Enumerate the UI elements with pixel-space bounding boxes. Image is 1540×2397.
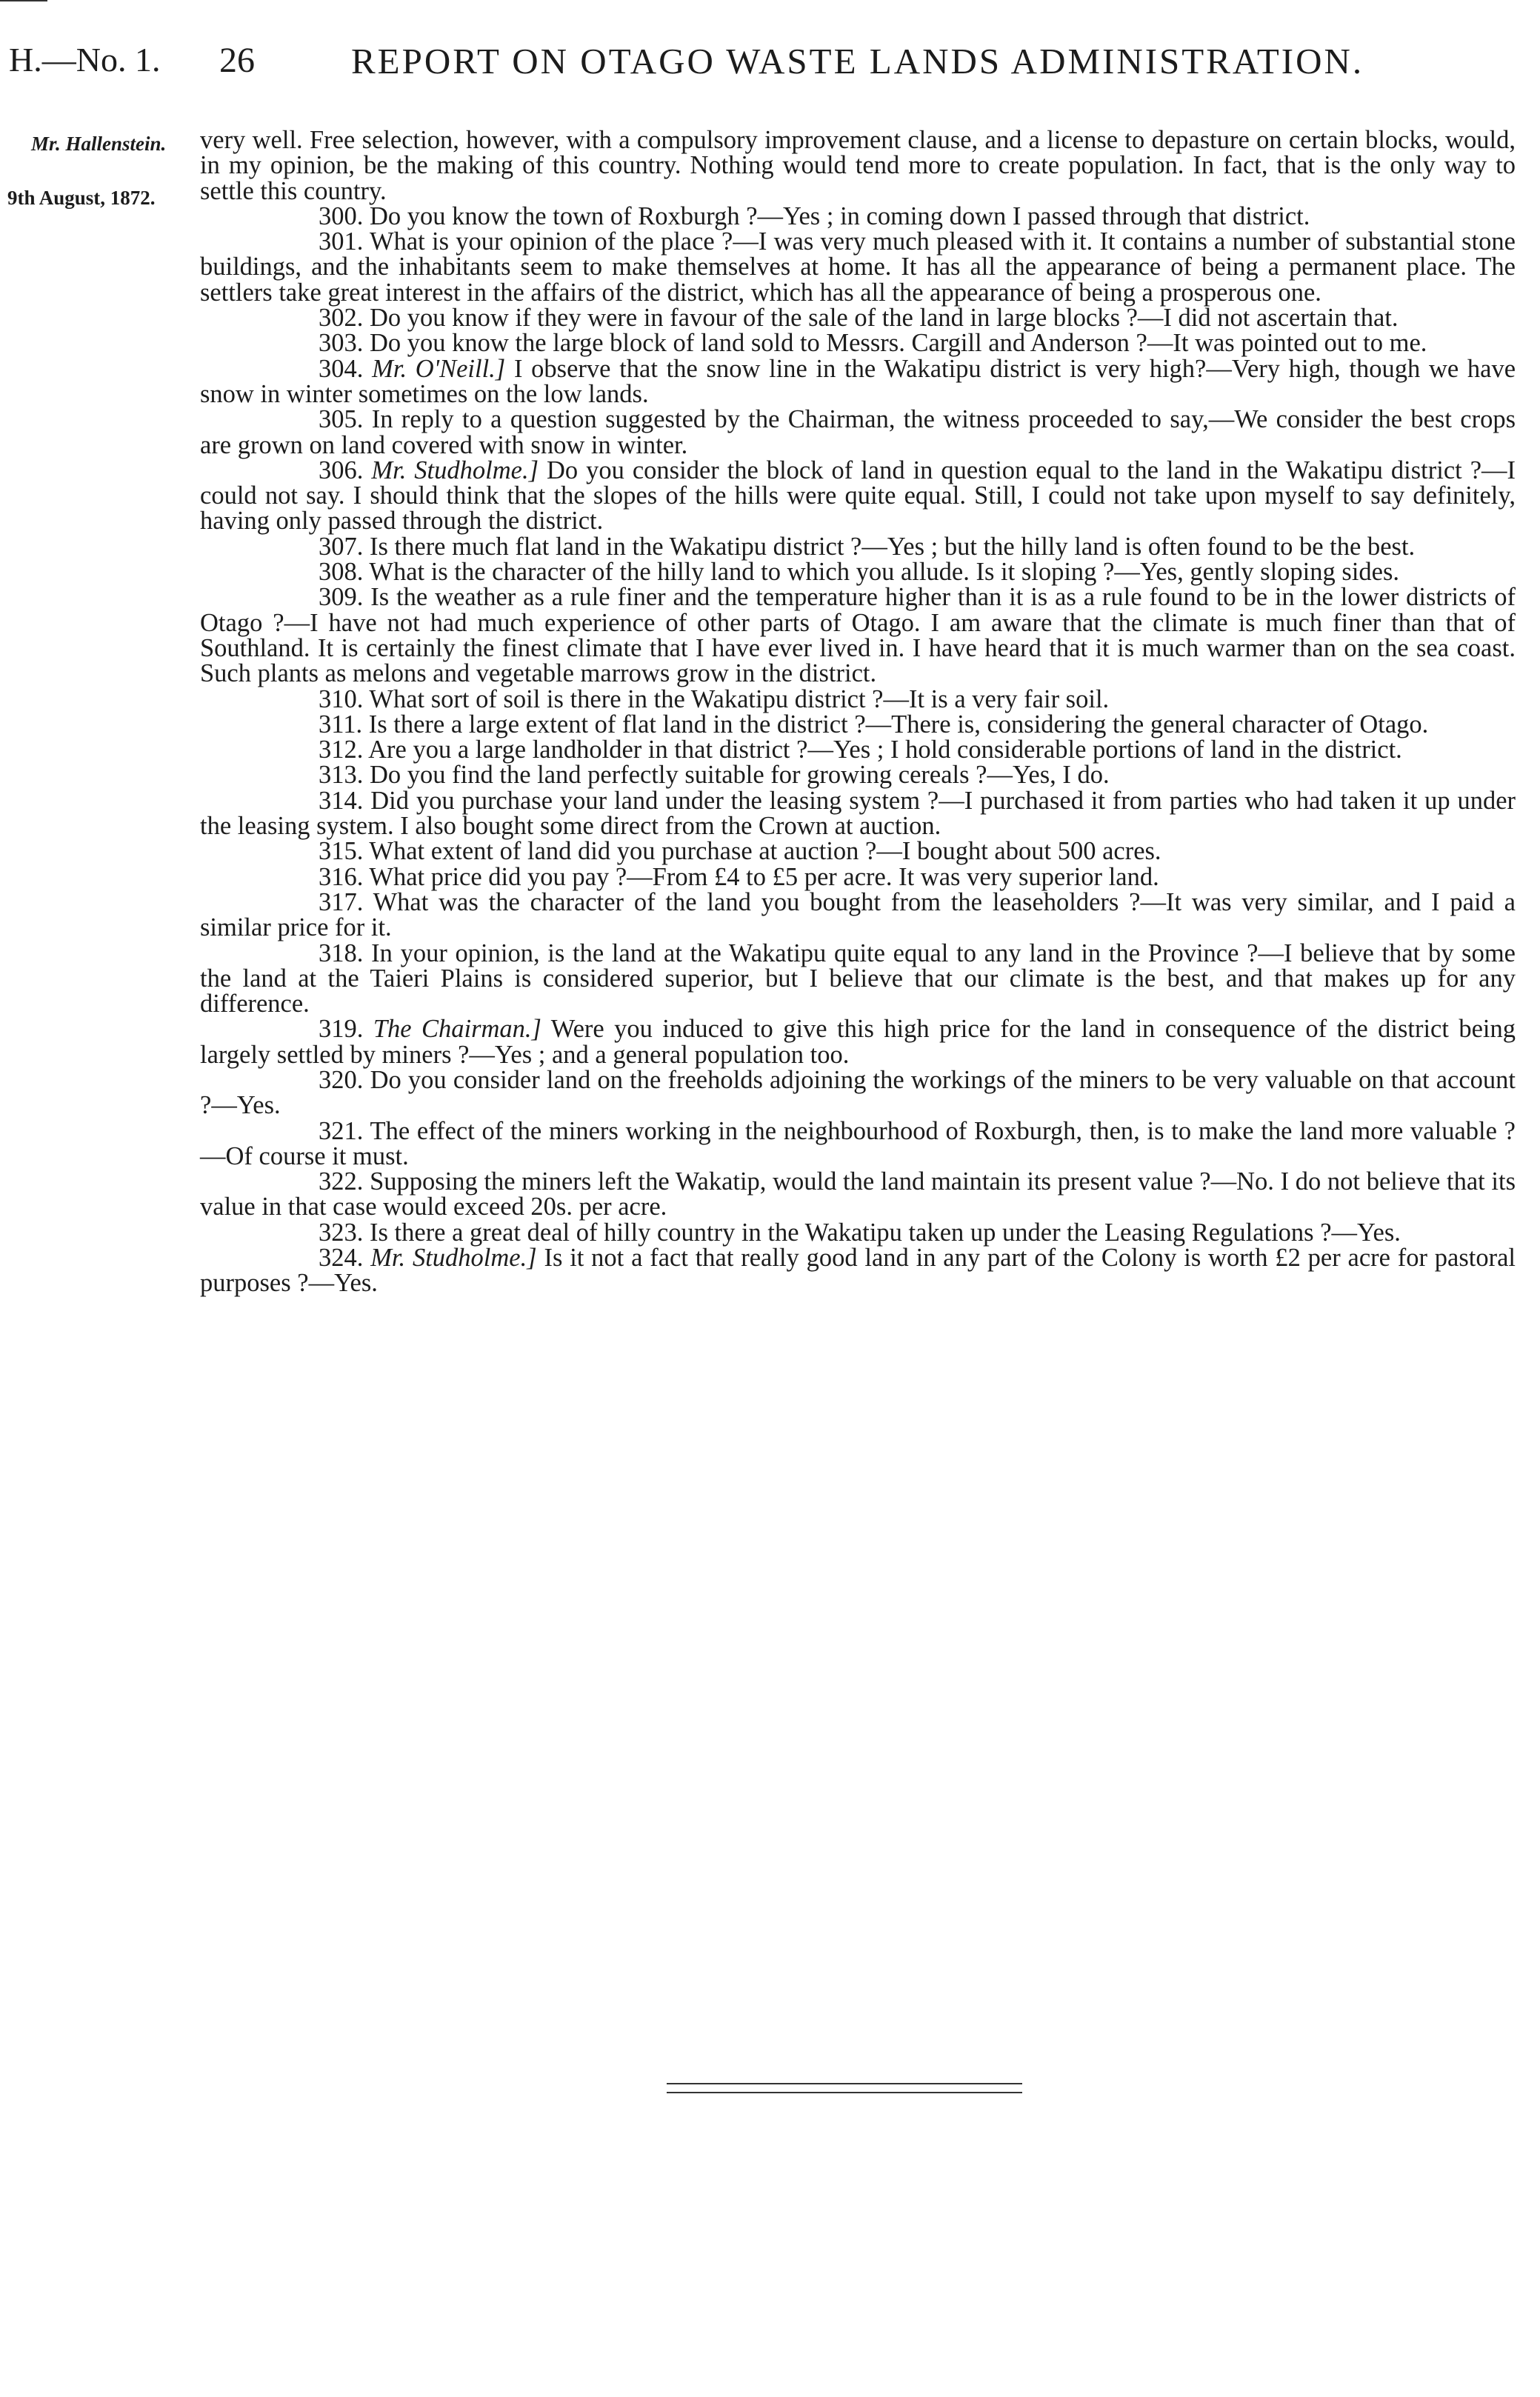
question-number: 320. (319, 1065, 364, 1094)
question-number: 312. (319, 736, 364, 764)
question-number: 317. (319, 887, 364, 916)
question-paragraph (200, 584, 1516, 686)
question-paragraph (200, 788, 1516, 839)
question-number: 311. (319, 710, 363, 739)
margin-dash (0, 0, 47, 1)
question-paragraph (200, 1116, 1516, 1170)
speaker-name: The Chairman.] (373, 1015, 541, 1044)
question-number: 316. (319, 862, 364, 891)
question-paragraph (200, 1220, 1516, 1245)
question-text: Do you consider the block of land in question equal to the land in the Wakatipu district ?—I could not say. I should think that the slopes of the hills were quite equal. Still, I could not take upon myself to say definitely, having only passed through the district. (200, 456, 1516, 536)
question-number: 321. (319, 1116, 364, 1145)
question-paragraph (200, 304, 1516, 333)
question-paragraph (200, 761, 1516, 790)
question-paragraph (200, 839, 1516, 864)
question-number: 307. (319, 532, 364, 561)
question-paragraph (200, 201, 1516, 230)
question-paragraph (200, 684, 1516, 713)
question-text: Are you a large landholder in that district ?—Yes ; I hold considerable portions of land in the district. (368, 736, 1402, 764)
question-list (200, 201, 1516, 1298)
question-number: 300. (319, 201, 364, 230)
question-paragraph (200, 941, 1516, 1017)
opening-paragraph: very well. Free selection, however, with a compulsory improvement clause, and a license to depasture on certain blocks, would, in my opinion, be the making of this country. Nothing would tend more to create population. In fact, that is the only way to settle this country. (200, 126, 1516, 205)
speaker-name: Mr. Studholme.] (370, 1244, 537, 1273)
question-number: 303. (319, 329, 364, 358)
question-paragraph (200, 229, 1516, 305)
question-number: 309. (319, 583, 364, 612)
question-paragraph (200, 534, 1516, 559)
question-number: 318. (319, 939, 364, 967)
question-text: Supposing the miners left the Wakatip, would the land maintain its present value ?—No. I do not believe that its value in that case would exceed 20s. per acre. (200, 1167, 1516, 1221)
question-number: 305. (319, 405, 364, 434)
question-number: 308. (319, 558, 364, 587)
question-number: 306. (319, 456, 364, 484)
question-text: Is there a large extent of flat land in the district ?—There is, considering the general character of Otago. (368, 710, 1429, 739)
question-text: Do you find the land perfectly suitable for growing cereals ?—Yes, I do. (370, 761, 1110, 790)
page-title: REPORT ON OTAGO WASTE LANDS ADMINISTRATION. (351, 41, 1364, 81)
question-text: Do you know the town of Roxburgh ?—Yes ; in coming down I passed through that district. (370, 201, 1310, 230)
question-text: Do you know the large block of land sold to Messrs. Cargill and Anderson ?—It was pointed out to me. (370, 329, 1427, 358)
question-number: 323. (319, 1218, 364, 1247)
evidence-body (200, 127, 1516, 1296)
question-text: The effect of the miners working in the neighbourhood of Roxburgh, then, is to make the land more valuable ?—Of course it must. (200, 1116, 1516, 1170)
question-number: 301. (319, 227, 364, 256)
speaker-name: Mr. Studholme.] (371, 456, 539, 484)
question-number: 314. (319, 786, 364, 815)
question-text: What price did you pay ?—From £4 to £5 per acre. It was very superior land. (369, 862, 1159, 891)
question-text: What extent of land did you purchase at auction ?—I bought about 500 acres. (369, 837, 1161, 866)
question-text: Do you consider land on the freeholds adjoining the workings of the miners to be very valuable on that account ?—Yes. (200, 1065, 1516, 1120)
question-paragraph (200, 558, 1516, 587)
question-paragraph (200, 1169, 1516, 1220)
question-text: Were you induced to give this high price for the land in consequence of the district being largely settled by miners ?—Yes ; and a general population too. (200, 1015, 1516, 1069)
question-paragraph (200, 1245, 1516, 1296)
question-number: 310. (319, 684, 364, 713)
end-rule (667, 2083, 1022, 2093)
question-number: 319. (319, 1015, 364, 1044)
question-paragraph (200, 864, 1516, 890)
question-number: 304. (319, 354, 364, 383)
speaker-name: Mr. O'Neill.] (372, 354, 506, 383)
question-text: What is your opinion of the place ?—I was very much pleased with it. It contains a number of substantial stone buildings, and the inhabitants seem to make themselves at home. It has all the appearance of being a permanent place. The settlers take great interest in the affairs of the district, which has all the appearance of being a prosperous one. (200, 227, 1516, 307)
question-paragraph (200, 458, 1516, 534)
question-paragraph (200, 330, 1516, 356)
document-reference: H.—No. 1. (9, 41, 161, 79)
question-text: In your opinion, is the land at the Wakatipu quite equal to any land in the Province ?—I believe that by some the land at the Taieri Plains is considered superior, but I believe that our climate is the best, and that makes up for any difference. (200, 939, 1516, 1019)
question-paragraph (200, 887, 1516, 942)
question-number: 315. (319, 837, 364, 866)
question-text: What is the character of the hilly land to which you allude. Is it sloping ?—Yes, gently sloping sides. (369, 558, 1400, 587)
question-paragraph (200, 407, 1516, 458)
margin-witness-name: Mr. Hallenstein. (31, 133, 167, 155)
question-text: Is there a great deal of hilly country in the Wakatipu taken up under the Leasing Regulations ?—Yes. (370, 1218, 1401, 1247)
question-paragraph (200, 712, 1516, 737)
question-text: Is it not a fact that really good land in any part of the Colony is worth £2 per acre for pastoral purposes ?—Yes. (200, 1244, 1516, 1298)
question-text: What sort of soil is there in the Wakatipu district ?—It is a very fair soil. (369, 684, 1110, 713)
question-number: 302. (319, 304, 364, 333)
question-text: I observe that the snow line in the Wakatipu district is very high?—Very high, though we have snow in winter sometimes on the low lands. (200, 354, 1516, 408)
margin-date: 9th August, 1872. (7, 187, 156, 209)
page-number: 26 (219, 41, 255, 80)
question-text: Is the weather as a rule finer and the temperature higher than it is as a rule found to be in the lower districts of Otago ?—I have not had much experience of other parts of Otago. I am aware that the climate is much finer than that of Southland. It is certainly the finest climate that I have ever lived in. I have heard that it is much warmer than on the sea coast. Such plants as melons and vegetable marrows grow in the district. (200, 583, 1516, 688)
question-text: Did you purchase your land under the leasing system ?—I purchased it from parties who had taken it up under the leasing system. I also bought some direct from the Crown at auction. (200, 786, 1516, 841)
question-text: What was the character of the land you bought from the leaseholders ?—It was very similar, and I paid a similar price for it. (200, 887, 1516, 942)
question-text: Is there much flat land in the Wakatipu district ?—Yes ; but the hilly land is often found to be the best. (370, 532, 1416, 561)
question-paragraph (200, 356, 1516, 407)
question-text: Do you know if they were in favour of the sale of the land in large blocks ?—I did not ascertain that. (370, 304, 1399, 333)
question-paragraph (200, 1016, 1516, 1067)
question-paragraph (200, 1067, 1516, 1119)
question-text: In reply to a question suggested by the Chairman, the witness proceeded to say,—We consider the best crops are grown on land covered with snow in winter. (200, 405, 1516, 459)
question-number: 322. (319, 1167, 364, 1196)
question-number: 313. (319, 761, 364, 790)
question-number: 324. (319, 1244, 364, 1273)
question-paragraph (200, 737, 1516, 762)
